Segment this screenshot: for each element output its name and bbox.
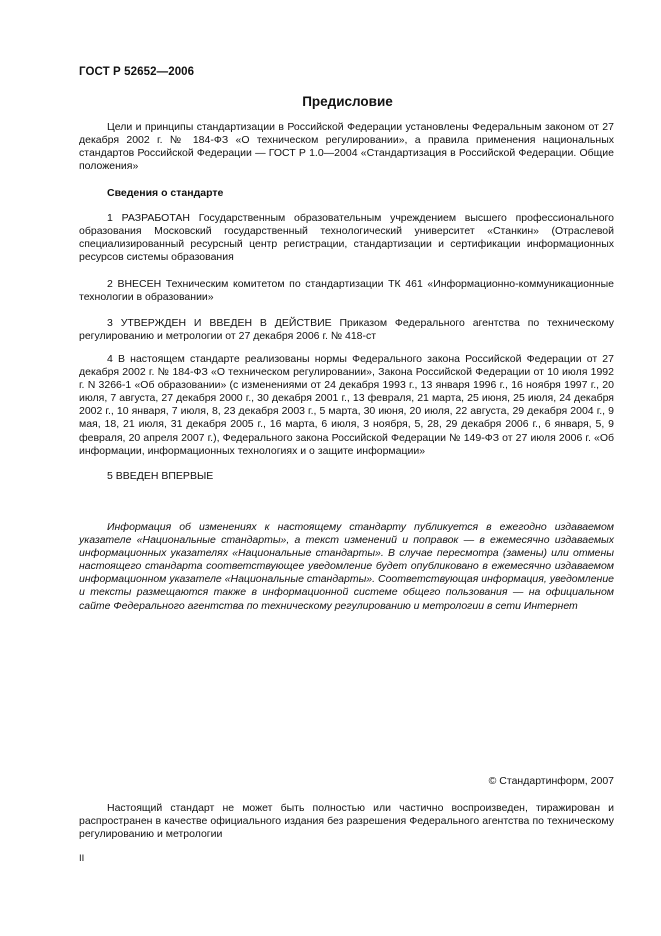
item-2: 2 ВНЕСЕН Техническим комитетом по стандартизации ТК 461 «Информационно-коммуникационные технологии в образовании» — [79, 278, 614, 304]
item-3: 3 УТВЕРЖДЕН И ВВЕДЕН В ДЕЙСТВИЕ Приказом Федерального агентства по техническому регулированию и метрологии от 27 декабря 2006 г. № 418-ст — [79, 317, 614, 343]
notice-paragraph: Информация об изменениях к настоящему стандарту публикуется в ежегодно издаваемом указателе «Национальные стандарты», а текст изменений и поправок — в ежемесячно издаваемых информационных указателях «Национальные стандарты». В случае пересмотра (замены) или отмены настоящего стандарта соответствующее уведомление будет опубликовано в ежемесячно издаваемом информационном указателе «Национальные стандарты». Соответствующая информация, уведомление и тексты размещаются также в информационной системе общего пользования — на официальном сайте Федерального агентства по техническому регулированию и метрологии в сети Интернет — [79, 521, 614, 612]
rights-paragraph: Настоящий стандарт не может быть полностью или частично воспроизведен, тиражирован и распространен в качестве официального издания без разрешения Федерального агентства по техническому регулированию и метрологии — [79, 802, 614, 841]
item-5: 5 ВВЕДЕН ВПЕРВЫЕ — [107, 470, 214, 482]
copyright: © Стандартинформ, 2007 — [488, 775, 614, 787]
page-number: II — [79, 853, 85, 864]
item-4: 4 В настоящем стандарте реализованы нормы Федерального закона Российской Федерации от 27 декабря 2002 г. № 184-ФЗ «О техническом регулировании», Закона Российской Федерации от 10 июля 1992 г. N 3266-1 «Об образовании» (с изменениями от 24 декабря 1993 г., 13 января 1996 г., 16 ноября 1997 г., 20 июля, 7 августа, 27 декабря 2000 г., 30 декабря 2001 г., 13 февраля, 21 марта, 25 июня, 25 июля, 24 декабря 2002 г., 10 января, 7 июля, 8, 23 декабря 2003 г., 5 марта, 30 июня, 20 июля, 22 августа, 29 декабря 2004 г., 9 мая, 18, 21 июля, 31 декабря 2005 г., 16 марта, 6 июля, 3 ноября, 5, 28, 29 декабря 2006 г., 6 января, 5, 9 февраля, 20 апреля 2007 г.), Федерального закона Российской Федерации № 149-ФЗ от 27 июля 2006 г. «Об информации, информационных технологиях и о защите информации» — [79, 353, 614, 457]
intro-paragraph: Цели и принципы стандартизации в Российской Федерации установлены Федеральным законом от 27 декабря 2002 г. № 184-ФЗ «О техническом регулировании», а правила применения национальных стандартов Российской Федерации — ГОСТ Р 1.0—2004 «Стандартизация в Российской Федерации. Общие положения» — [79, 121, 614, 173]
document-code: ГОСТ Р 52652—2006 — [79, 66, 195, 78]
item-1: 1 РАЗРАБОТАН Государственным образовательным учреждением высшего профессионального образования Московский государственный технологический университет «Станкин» (Отраслевой специализированный ресурсный центр регистрации, стандартизации и сертификации информационных ресурсов системы образования — [79, 212, 614, 264]
section-heading: Сведения о стандарте — [107, 187, 224, 199]
page-title: Предисловие — [302, 94, 393, 109]
